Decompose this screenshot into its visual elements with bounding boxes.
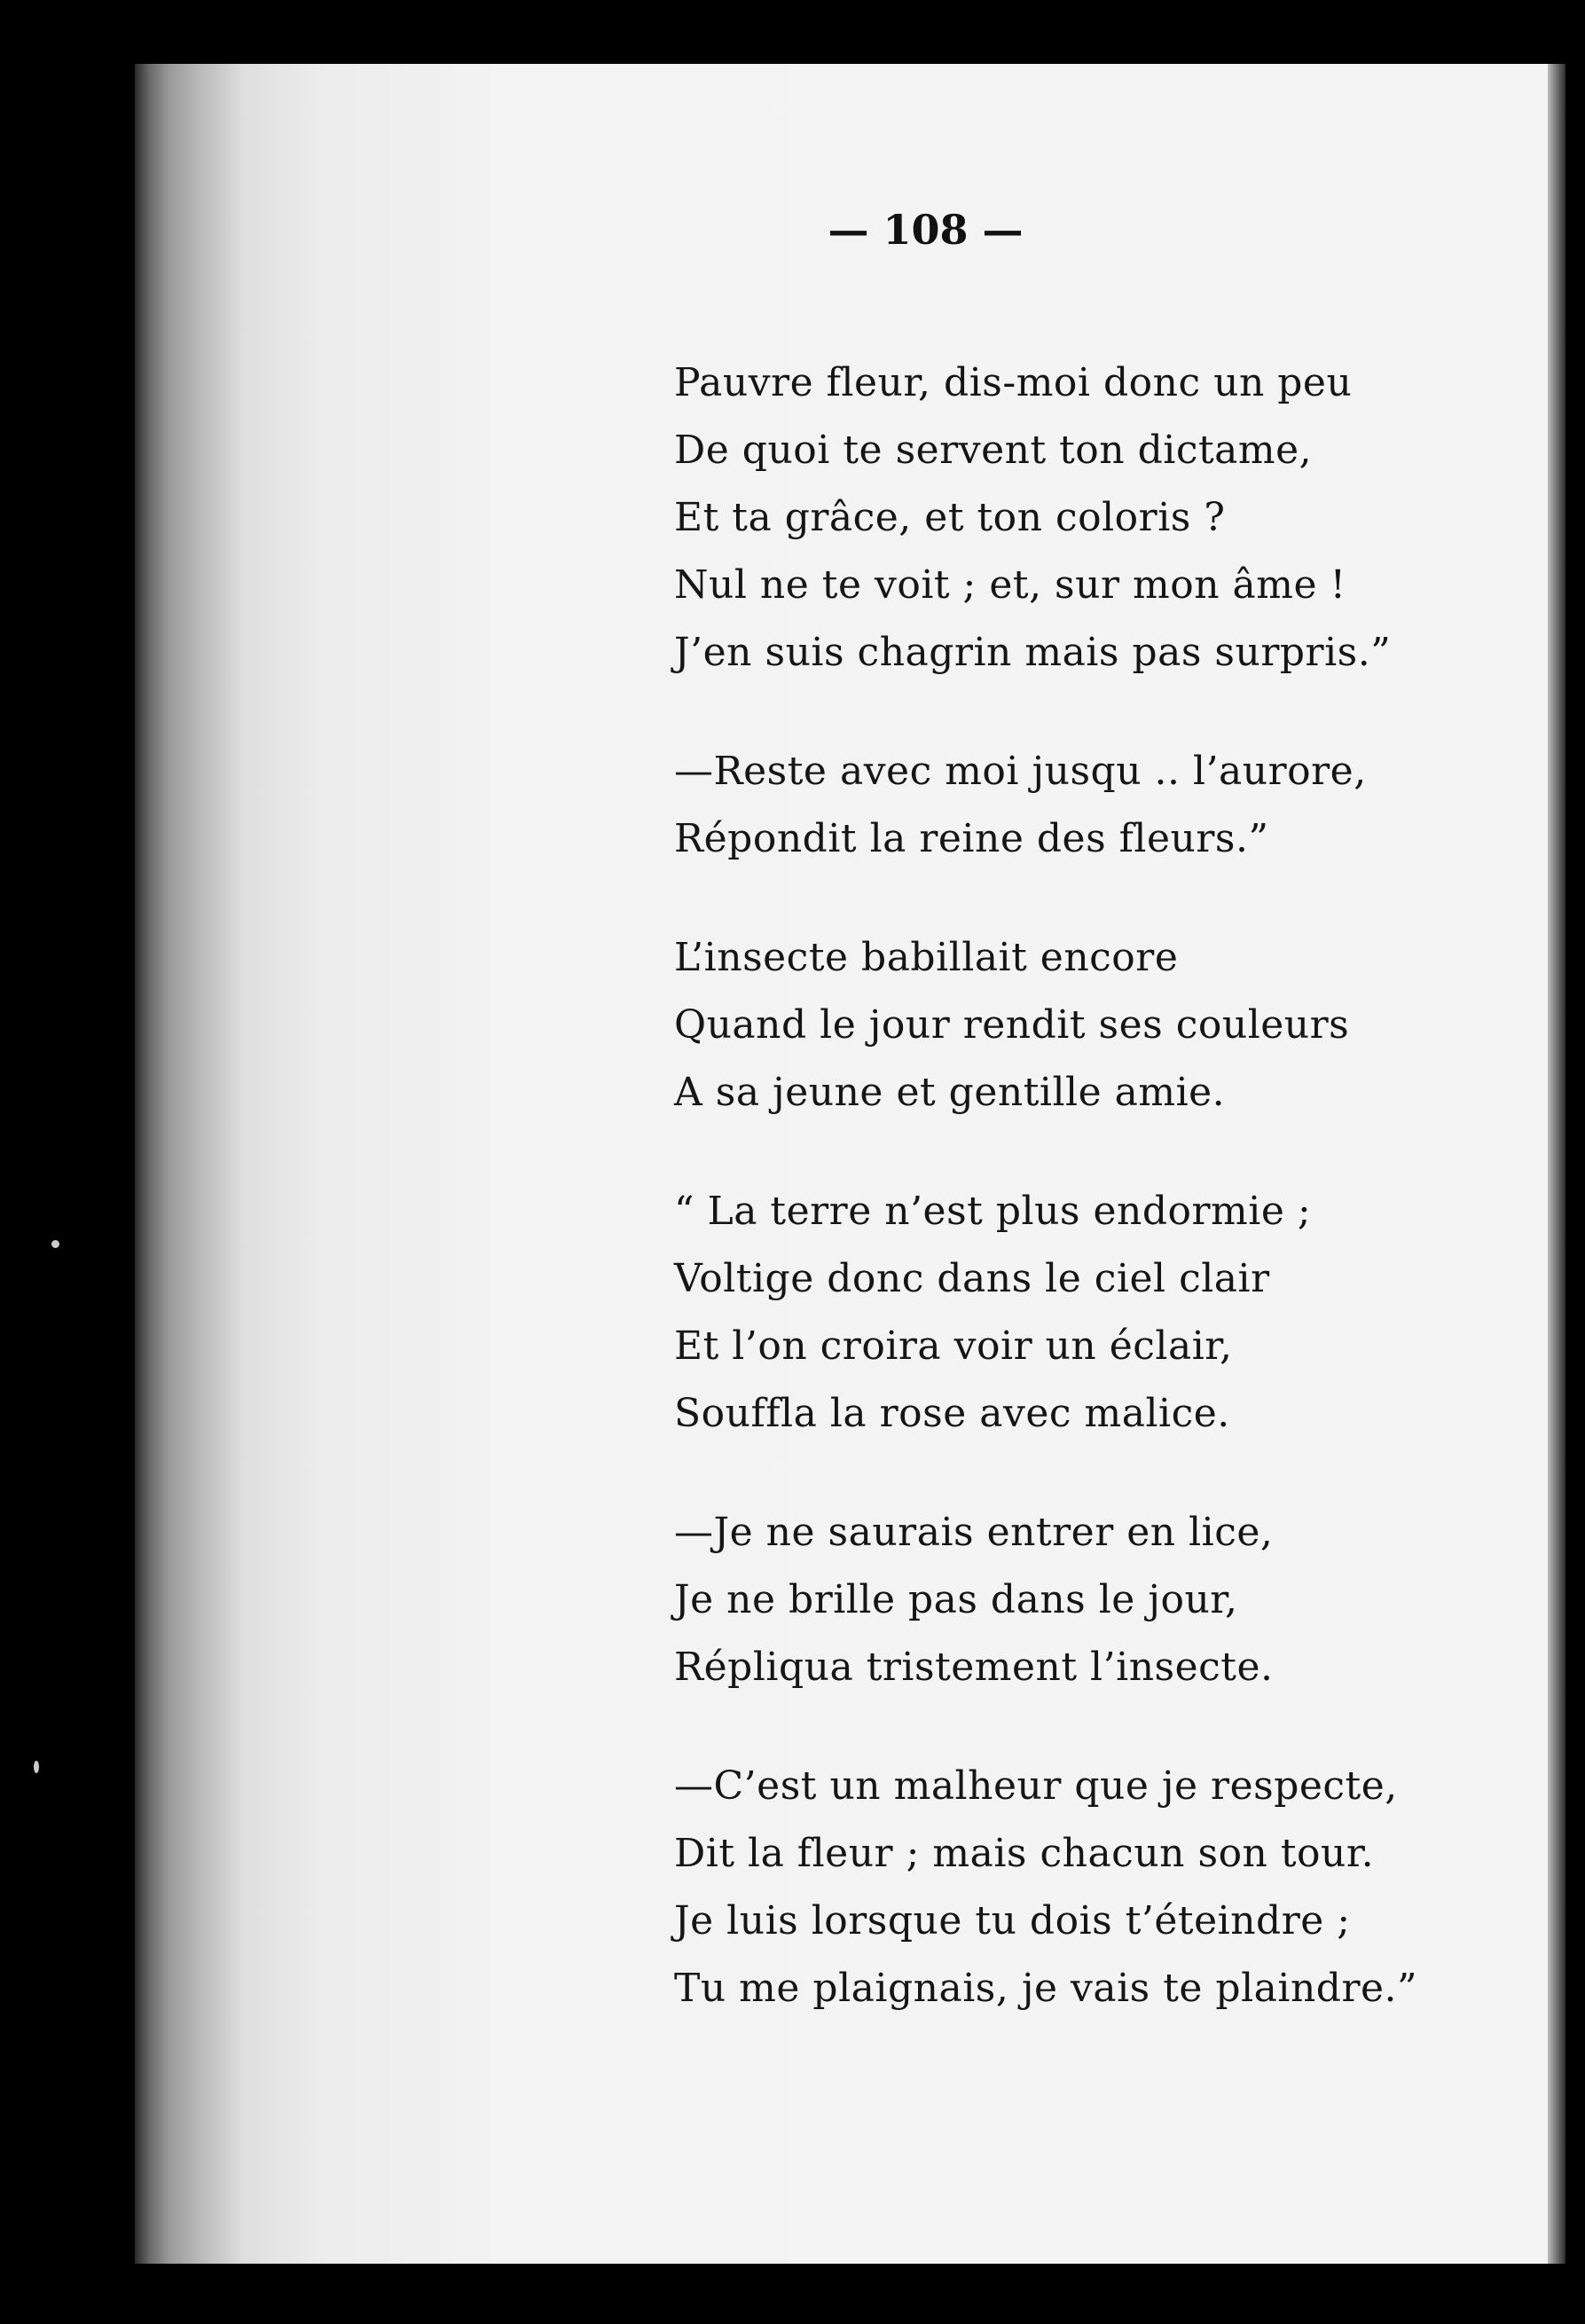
poem-line: “ La terre n’est plus endormie ; xyxy=(674,1189,1312,1234)
poem-line: —Reste avec moi jusqu .. l’aurore, xyxy=(674,749,1367,794)
stanza xyxy=(674,1499,1499,1701)
page-number: — 108 — xyxy=(828,206,1024,254)
poem-line: —Je ne saurais entrer en lice, xyxy=(674,1510,1274,1555)
poem-line: Voltige donc dans le ciel clair xyxy=(674,1256,1270,1301)
poem-line: Et l’on croira voir un éclair, xyxy=(674,1323,1233,1369)
poem-line: Je luis lorsque tu dois t’éteindre ; xyxy=(674,1898,1351,1943)
stanza xyxy=(674,924,1499,1127)
stanza xyxy=(674,1753,1499,2022)
poem-line: Répondit la reine des fleurs.” xyxy=(674,816,1269,861)
poem-line: J’en suis chagrin mais pas surpris.” xyxy=(674,630,1392,675)
poem-line: L’insecte babillait encore xyxy=(674,935,1179,980)
stanza xyxy=(674,738,1499,873)
poem-line: A sa jeune et gentille amie. xyxy=(674,1070,1226,1115)
poem-line: Pauvre fleur, dis-moi donc un peu xyxy=(674,360,1353,405)
poem-line: Je ne brille pas dans le jour, xyxy=(674,1577,1238,1622)
poem-text xyxy=(674,349,1499,2074)
poem-line: Souffla la rose avec malice. xyxy=(674,1391,1230,1436)
stanza xyxy=(674,1178,1499,1448)
poem-line: Nul ne te voit ; et, sur mon âme ! xyxy=(674,562,1346,608)
poem-line: Tu me plaignais, je vais te plaindre.” xyxy=(674,1966,1418,2011)
poem-line: De quoi te servent ton dictame, xyxy=(674,428,1313,473)
poem-line: Et ta grâce, et ton coloris ? xyxy=(674,495,1226,540)
poem-line: Dit la fleur ; mais chacun son tour. xyxy=(674,1831,1375,1876)
poem-line: Quand le jour rendit ses couleurs xyxy=(674,1002,1350,1048)
page-right-shadow xyxy=(1548,64,1565,2264)
poem-line: Répliqua tristement l’insecte. xyxy=(674,1645,1274,1690)
stanza xyxy=(674,349,1499,687)
dust-speck xyxy=(34,1761,39,1773)
dust-speck xyxy=(51,1240,59,1248)
poem-line: —C’est un malheur que je respecte, xyxy=(674,1763,1398,1809)
